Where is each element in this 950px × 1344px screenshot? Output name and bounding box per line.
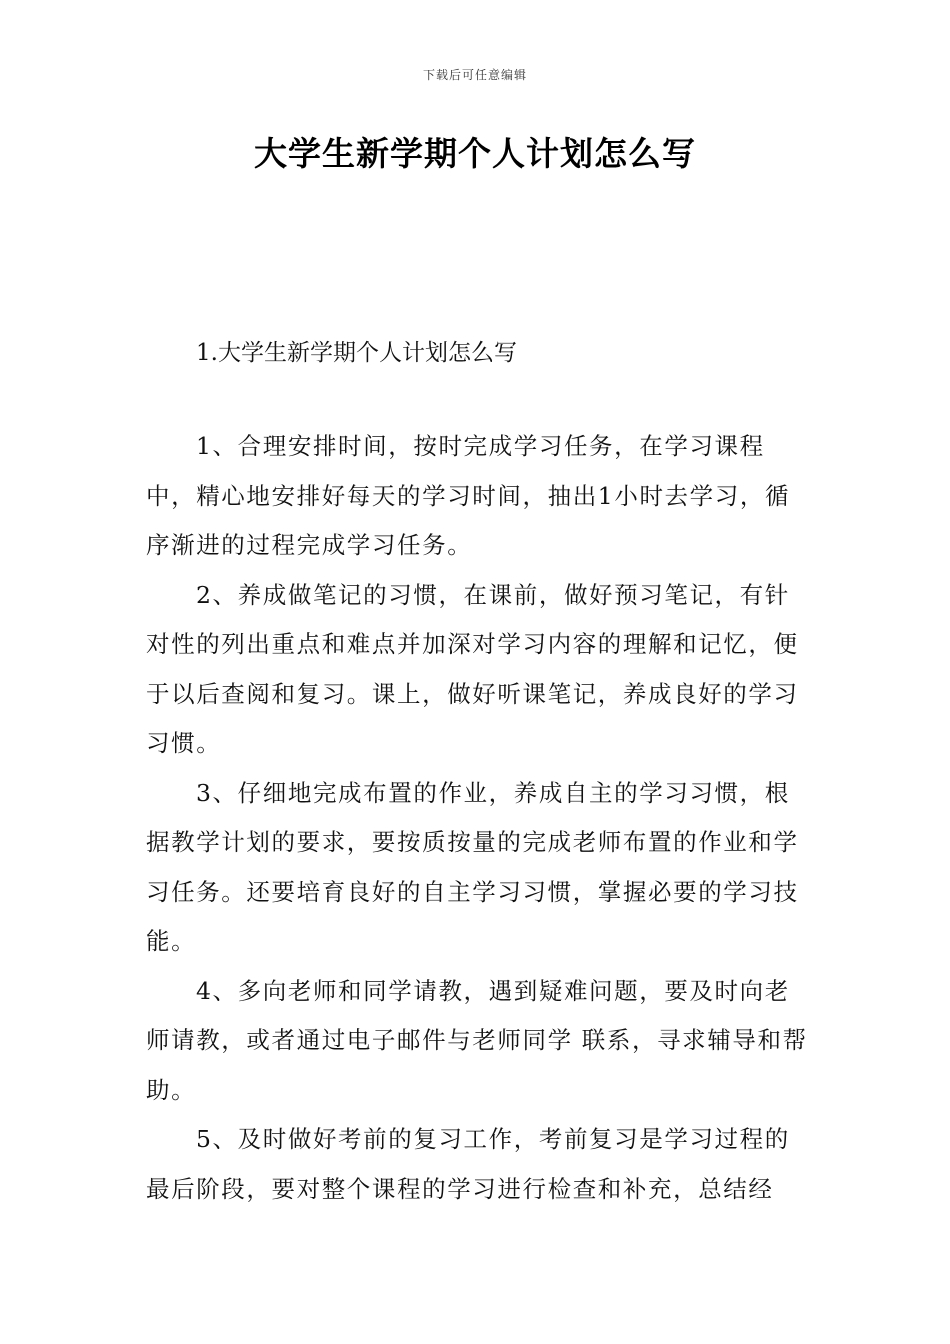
paragraph-3: 3、仔细地完成布置的作业，养成自主的学习习惯，根据教学计划的要求，要按质按量的完成老师布置的作业和学习任务。还要培育良好的自主学习习惯，掌握必要的学习技能。 <box>146 778 799 955</box>
paragraph-4: 4、多向老师和同学请教，遇到疑难问题，要及时向老师请教，或者通过电子邮件与老师同学 联系，寻求辅导和帮助。 <box>146 976 808 1104</box>
document-body <box>146 422 808 1214</box>
paragraph-2: 2、养成做笔记的习惯，在课前，做好预习笔记，有针对性的列出重点和难点并加深对学习内容的理解和记忆，便于以后查阅和复习。课上，做好听课笔记，养成良好的学习习惯。 <box>146 580 799 757</box>
paragraph-5: 5、及时做好考前的复习工作，考前复习是学习过程的最后阶段，要对整个课程的学习进行检查和补充，总结经 <box>146 1125 790 1203</box>
paragraph-1: 1、合理安排时间，按时完成学习任务，在学习课程中，精心地安排好每天的学习时间，抽出1小时去学习，循序渐进的过程完成学习任务。 <box>146 432 791 559</box>
header-note: 下载后可任意编辑 <box>422 68 527 82</box>
document-title: 大学生新学期个人计划怎么写 <box>254 134 696 173</box>
section-heading: 1.大学生新学期个人计划怎么写 <box>196 340 517 366</box>
